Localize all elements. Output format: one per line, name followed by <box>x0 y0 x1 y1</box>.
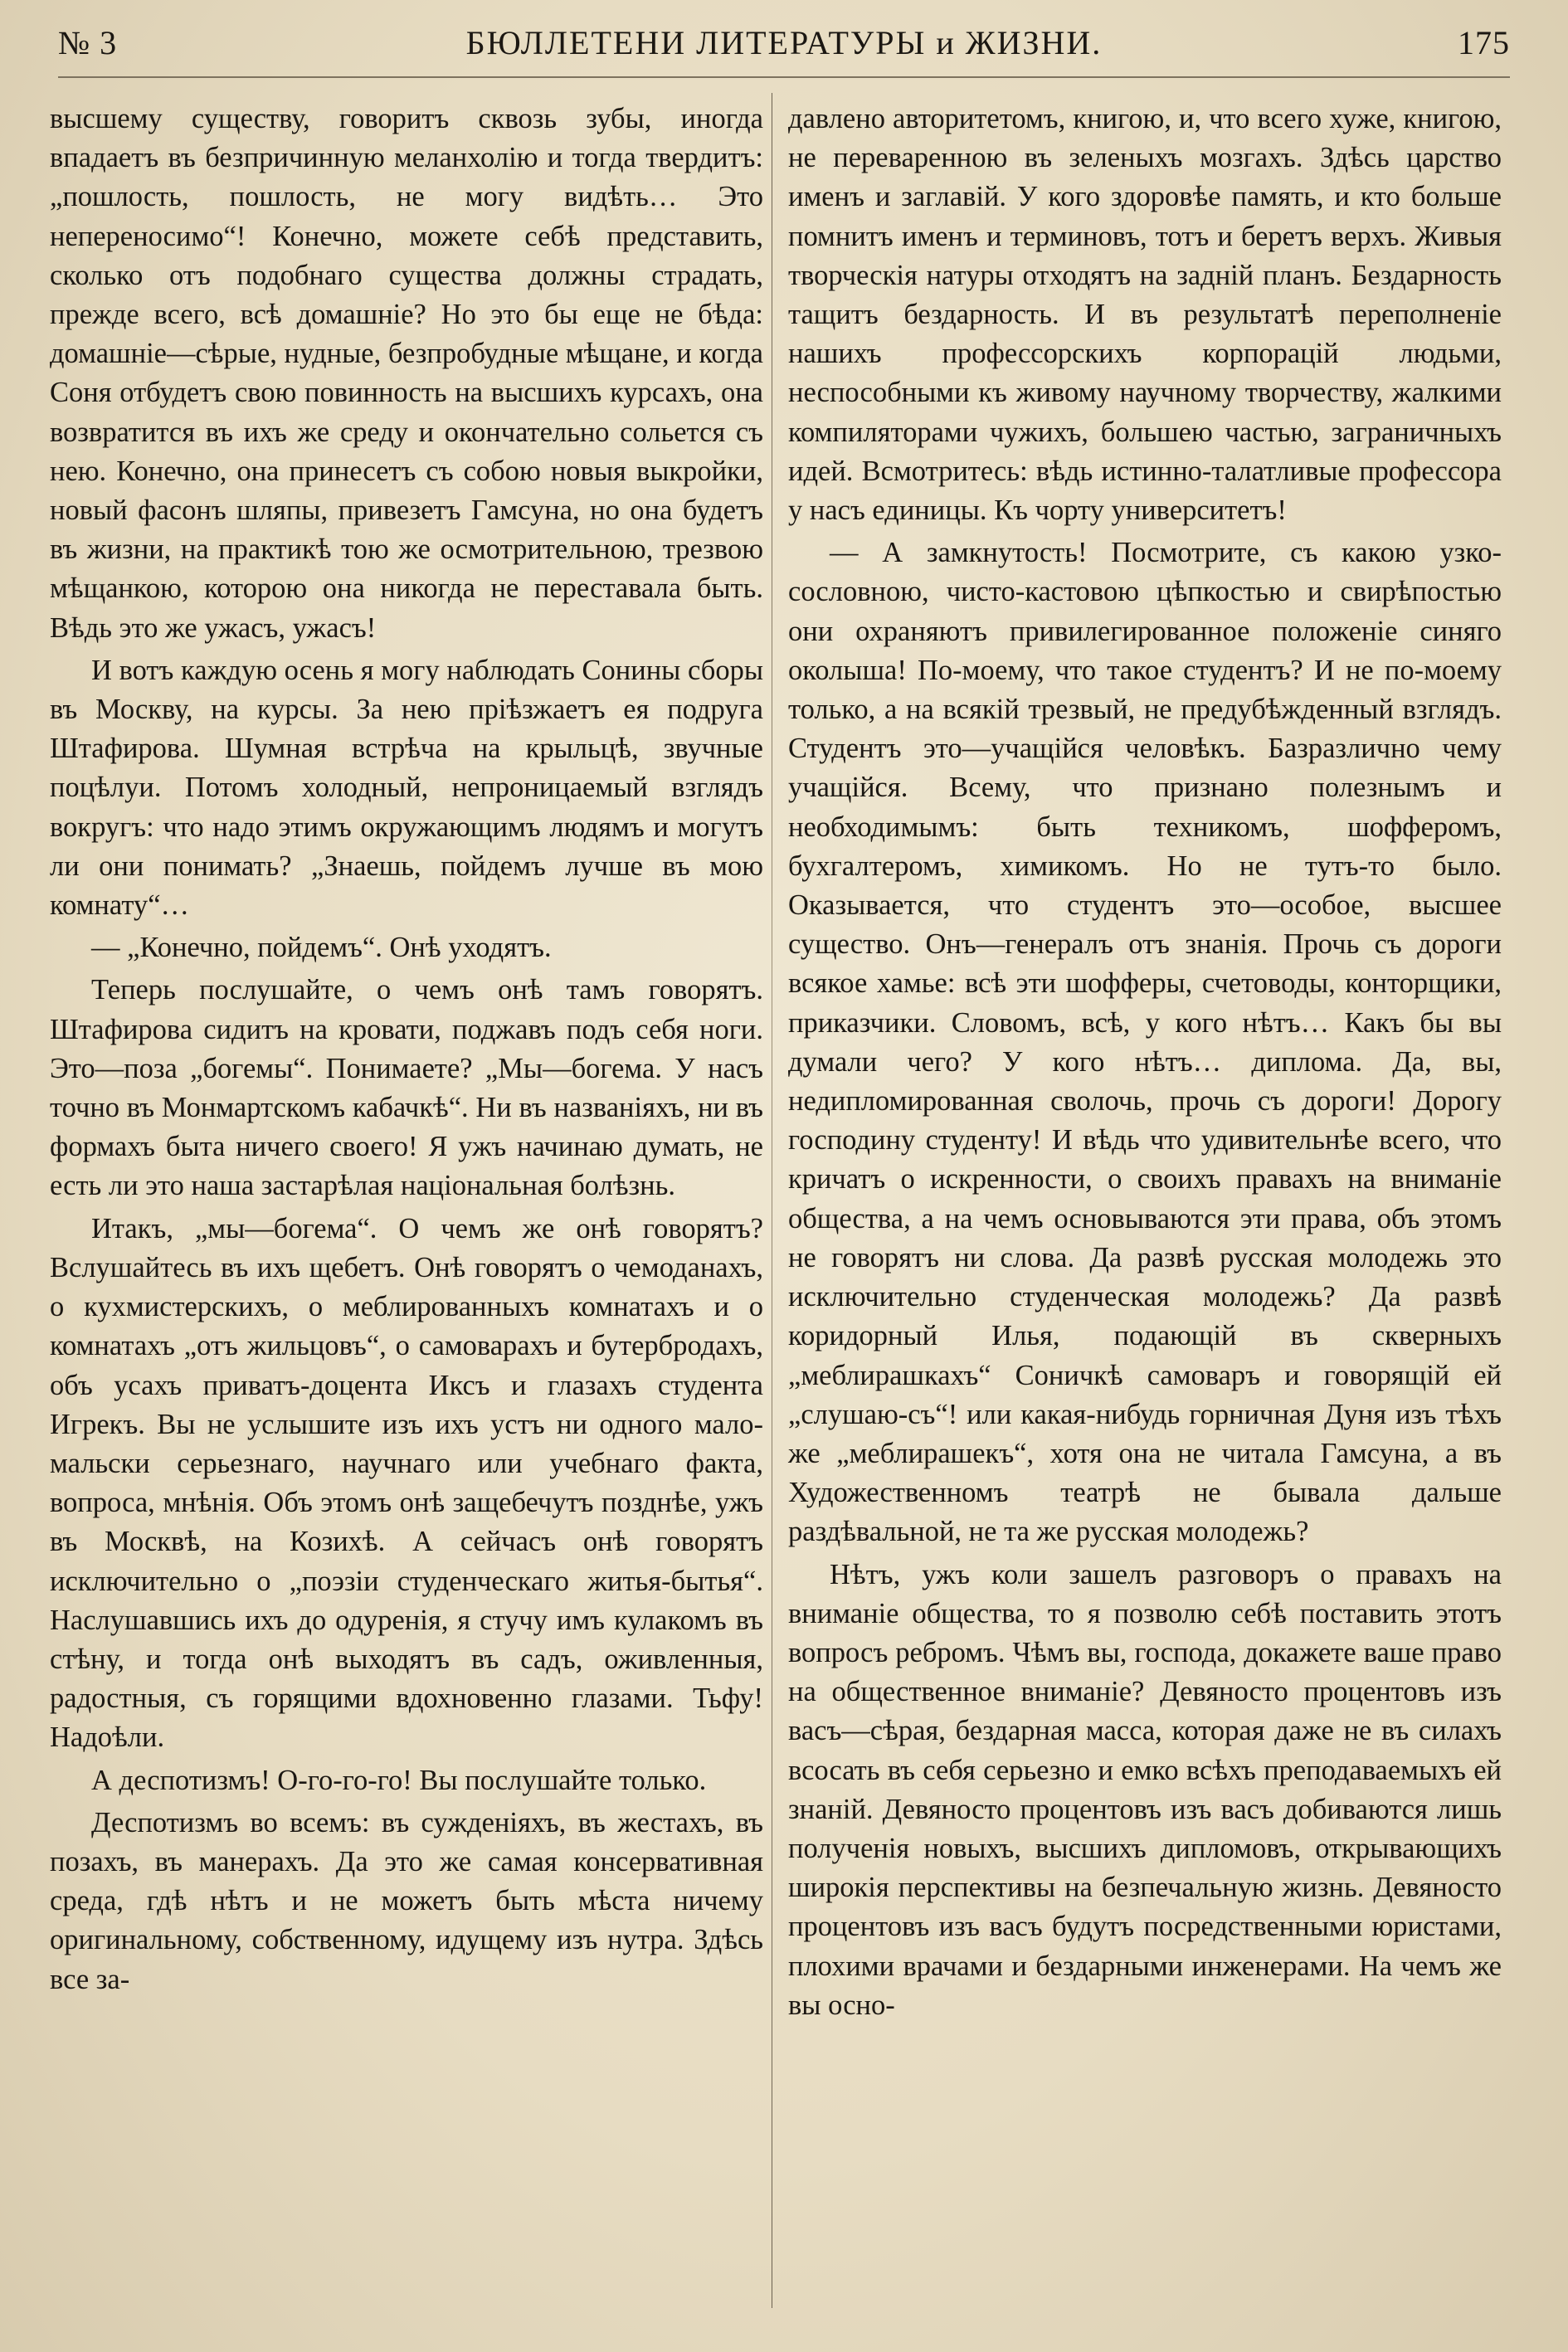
paragraph: — „Конечно, пойдемъ“. Онѣ уходятъ. <box>91 932 552 964</box>
paragraph: Нѣтъ, ужъ коли зашелъ разговоръ о правахъ на вниманіе общества, то я позволю себѣ поставить этотъ вопросъ ребромъ. Чѣмъ вы, господа, докажете ваше право на общественное вниманіе? Девяносто процентовъ изъ васъ—сѣрая, бездарная масса, которая даже не въ силахъ всосать въ себя серьезно и емко всѣхъ преподаваемыхъ ей знаній. Девяносто процентовъ изъ васъ добиваются лишь полученія новыхъ, высшихъ дипломовъ, открывающихъ широкія перспективы на безпечальную жизнь. Девяносто процентовъ изъ васъ будутъ посредственными юристами, плохими врачами и бездарными инженерами. На чемъ же вы осно- <box>788 1558 1502 2021</box>
issue-number: № 3 <box>58 24 118 61</box>
paragraph: А деспотизмъ! О-го-го-го! Вы послушайте только. <box>91 1764 707 1796</box>
paragraph: высшему существу, говоритъ сквозь зубы, иногда впадаетъ въ безпричинную меланхолію и тогда твердитъ: „пошлость, пошлость, не могу видѣть… Это непереносимо“! Конечно, можете себѣ представить, сколько отъ подобнаго существа должны страдать, прежде всего, всѣ домашніе? Но это бы еще не бѣда: домашніе—сѣрые, нудные, безпробудные мѣщане, и когда Соня отбудетъ свою повинность на высшихъ курсахъ, она возвратится въ ихъ же среду и окончательно сольется съ нею. Конечно, она принесетъ съ собою новыя выкройки, новый фасонъ шляпы, привезетъ Гамсуна, но она будетъ въ жизни, на практикѣ тою же осмотрительною, трезвою мѣщанкою, которою она никогда не переставала быть. Вѣдь это же ужасъ, ужасъ! <box>50 103 763 644</box>
page-number: 175 <box>1458 24 1510 61</box>
header-rule <box>58 76 1510 78</box>
paragraph: Итакъ, „мы—богема“. О чемъ же онѣ говорятъ? Вслушайтесь въ ихъ щебетъ. Онѣ говорятъ о чемоданахъ, о кухмистерскихъ, о меблированныхъ комнатахъ и о комнатахъ „отъ жильцовъ“, о самоварахъ и бутербродахъ, объ усахъ приватъ-доцента Иксъ и глазахъ студента Игрекъ. Вы не услышите изъ ихъ устъ ни одного мало-мальски серьезнаго, научнаго или учебнаго факта, вопроса, мнѣнія. Объ этомъ онѣ защебечутъ позднѣе, ужъ въ Москвѣ, на Козихѣ. А сейчасъ онѣ говорятъ исключительно о „поэзіи студенческаго житья-бытья“. Наслушавшись ихъ до одуренія, я стучу имъ кулакомъ въ стѣну, и тогда онѣ выходятъ въ садъ, оживленныя, радостныя, съ горящими вдохновенно глазами. Тьфу! Надоѣли. <box>50 1212 763 1754</box>
paragraph: — А замкнутость! Посмотрите, съ какою узко-сословною, чисто-кастовою цѣпкостью и свирѣпостью они охраняютъ привилегированное положеніе синяго околыша! По-моему, что такое студентъ? И не по-моему только, а на всякій трезвый, не предубѣжденный взглядъ. Студентъ это—учащійся человѣкъ. Базразлично чему учащійся. Всему, что признано полезнымъ и необходимымъ: быть техникомъ, шофферомъ, бухгалтеромъ, химикомъ. Но не тутъ-то было. Оказывается, что студентъ это—особое, высшее существо. Онъ—генералъ отъ знанія. Прочь съ дороги всякое хамье: всѣ эти шофферы, счетоводы, конторщики, приказчики. Словомъ, всѣ, у кого нѣтъ… Какъ бы вы думали чего? У кого нѣтъ… диплома. Да, вы, недипломированная сволочь, прочь съ дороги! Дорогу господину студенту! И вѣдь что удивительнѣе всего, что кричатъ о искренности, о своихъ правахъ на вниманіе общества, а на чемъ основываются эти права, объ этомъ не говорятъ ни слова. Да развѣ русская молодежь это исключительно студенческая молодежь? Да развѣ коридорный Илья, подающій въ скверныхъ „меблирашкахъ“ Соничкѣ самоваръ и говорящій ей „слушаю-съ“! или какая-нибудь горничная Дуня изъ тѣхъ же „меблирашекъ“, хотя она не читала Гамсуна, а въ Художественномъ театрѣ не бывала дальше раздѣвальной, не та же русская молодежь? <box>788 537 1502 1548</box>
paragraph: И вотъ каждую осень я могу наблюдать Сонины сборы въ Москву, на курсы. За нею пріѣзжаетъ ея подруга Штафирова. Шумная встрѣча на крыльцѣ, звучные поцѣлуи. Потомъ холодный, непроницаемый взглядъ вокругъ: что надо этимъ окружающимъ людямъ и могутъ ли они понимать? „Знаешь, пойдемъ лучше въ мою комнату“… <box>50 654 763 922</box>
page-header <box>58 23 1510 73</box>
paragraph: давлено авторитетомъ, книгою, и, что всего хуже, книгою, не переваренною въ зеленыхъ мозгахъ. Здѣсь царство именъ и заглавій. У кого здоровѣе память, и кто больше помнитъ именъ и терминовъ, тотъ и беретъ верхъ. Живыя творческія натуры отходятъ на задній планъ. Бездарность тащитъ бездарность. И въ результатѣ переполненіе нашихъ профессорскихъ корпорацій людьми, неспособными къ живому научному творчеству, жалкими компиляторами чужихъ, большею частью, заграничныхъ идей. Всмотритесь: вѣдь истинно-талатливые профессора у насъ единицы. Къ чорту университетъ! <box>788 103 1502 527</box>
paragraph: Деспотизмъ во всемъ: въ сужденіяхъ, въ жестахъ, въ позахъ, въ манерахъ. Да это же самая консервативная среда, гдѣ нѣтъ и не можетъ быть мѣста ничему оригинальному, собственному, идущему изъ нутра. Здѣсь все за- <box>50 1806 763 1995</box>
right-column <box>788 100 1502 2025</box>
paragraph: Теперь послушайте, о чемъ онѣ тамъ говорятъ. Штафирова сидитъ на кровати, поджавъ подъ себя ноги. Это—поза „богемы“. Понимаете? „Мы—богема. У насъ точно въ Монмартскомъ кабачкѣ“. Ни въ названіяхъ, ни въ формахъ быта ничего своего! Я ужъ начинаю думать, не есть ли это наша застарѣлая національная болѣзнь. <box>50 974 763 1202</box>
left-column <box>50 100 763 1999</box>
publication-title: БЮЛЛЕТЕНИ ЛИТЕРАТУРЫ и ЖИЗНИ. <box>465 24 1103 61</box>
